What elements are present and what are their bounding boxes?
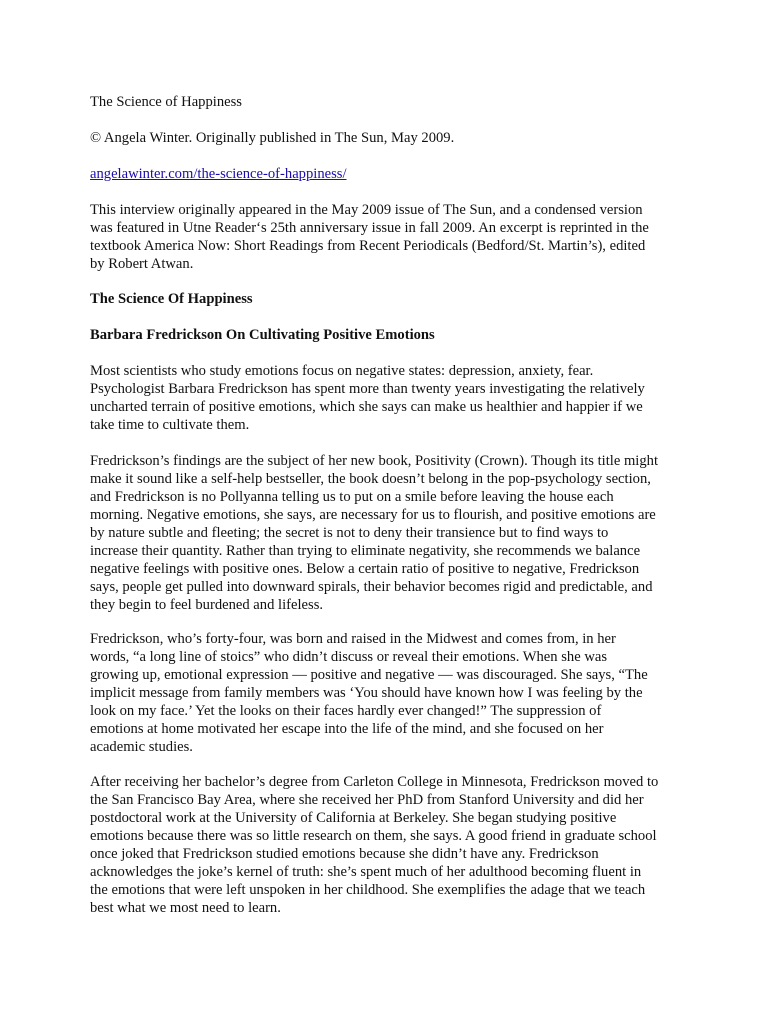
paragraph-line: acknowledges the joke’s kernel of truth: she’s spent much of her adulthood becoming fluent in: [90, 864, 642, 880]
paragraph-line: increase their quantity. Rather than trying to eliminate negativity, she recommends we balance: [90, 543, 641, 559]
paragraph-line: make it sound like a self-help bestseller, the book doesn’t belong in the pop-psychology section,: [90, 471, 651, 487]
document-title-block: [90, 93, 690, 111]
paragraph-line: Fredrickson, who’s forty-four, was born and raised in the Midwest and comes from, in her: [90, 631, 616, 647]
paragraph-line: growing up, emotional expression — positive and negative — was discouraged. She says, “The: [90, 667, 648, 683]
paragraph-line: says, people get pulled into downward spirals, their behavior becomes rigid and predictable, and: [90, 579, 653, 595]
paragraph-line: emotions because there was so little research on them, she says. A good friend in graduate school: [90, 828, 657, 844]
article-heading-block: [90, 290, 690, 308]
article-heading: The Science Of Happiness: [90, 291, 253, 307]
paragraph-line: academic studies.: [90, 739, 193, 755]
intro-paragraph: [90, 201, 690, 273]
paragraph-line: emotions at home motivated her escape into the life of the mind, and she focused on her: [90, 721, 604, 737]
paragraph-line: morning. Negative emotions, she says, are necessary for us to flourish, and positive emotions are: [90, 507, 656, 523]
paragraph-line: look on my face.’ Yet the looks on their faces hardly ever changed!” The suppression of: [90, 703, 602, 719]
source-link[interactable]: angelawinter.com/the-science-of-happiness/: [90, 166, 347, 182]
paragraph-line: uncharted terrain of positive emotions, which she says can make us healthier and happier if we: [90, 399, 643, 415]
article-subheading: Barbara Fredrickson On Cultivating Positive Emotions: [90, 327, 435, 343]
paragraph-line: they begin to feel burdened and lifeless.: [90, 597, 324, 613]
paragraph-line: This interview originally appeared in the May 2009 issue of The Sun, and a condensed version: [90, 202, 643, 218]
paragraph-line: Most scientists who study emotions focus on negative states: depression, anxiety, fear.: [90, 363, 594, 379]
paragraph-4: [90, 773, 690, 917]
paragraph-line: words, “a long line of stoics” who didn’t discuss or reveal their emotions. When she was: [90, 649, 608, 665]
paragraph-line: Fredrickson’s findings are the subject of her new book, Positivity (Crown). Though its title might: [90, 453, 659, 469]
paragraph-line: take time to cultivate them.: [90, 417, 250, 433]
paragraph-line: postdoctoral work at the University of California at Berkeley. She began studying positive: [90, 810, 617, 826]
paragraph-line: Psychologist Barbara Fredrickson has spent more than twenty years investigating the relatively: [90, 381, 645, 397]
paragraph-line: negative feelings with positive ones. Below a certain ratio of positive to negative, Fredrickson: [90, 561, 640, 577]
document-title: The Science of Happiness: [90, 94, 242, 110]
paragraph-3: [90, 630, 690, 756]
source-link-block: [90, 165, 690, 183]
paragraph-line: the emotions that were left unspoken in her childhood. She exemplifies the adage that we teach: [90, 882, 646, 898]
paragraph-line: was featured in Utne Reader‘s 25th anniversary issue in fall 2009. An excerpt is reprinted in the: [90, 220, 649, 236]
paragraph-2: [90, 452, 690, 614]
paragraph-line: once joked that Fredrickson studied emotions because she didn’t have any. Fredrickson: [90, 846, 599, 862]
paragraph-line: best what we most need to learn.: [90, 900, 281, 916]
paragraph-line: After receiving her bachelor’s degree from Carleton College in Minnesota, Fredrickson moved to: [90, 774, 659, 790]
paragraph-line: textbook America Now: Short Readings from Recent Periodicals (Bedford/St. Martin’s), edited: [90, 238, 646, 254]
paragraph-line: and Fredrickson is no Pollyanna telling us to put on a smile before leaving the house each: [90, 489, 614, 505]
paragraph-1: [90, 362, 690, 434]
paragraph-line: by nature subtle and fleeting; the secret is not to deny their transience but to find ways to: [90, 525, 609, 541]
copyright-line: © Angela Winter. Originally published in The Sun, May 2009.: [90, 130, 455, 146]
article-subheading-block: [90, 326, 690, 344]
paragraph-line: by Robert Atwan.: [90, 256, 194, 272]
copyright-block: [90, 129, 690, 147]
paragraph-line: implicit message from family members was ‘You should have known how I was feeling by the: [90, 685, 643, 701]
paragraph-line: the San Francisco Bay Area, where she received her PhD from Stanford University and did her: [90, 792, 644, 808]
